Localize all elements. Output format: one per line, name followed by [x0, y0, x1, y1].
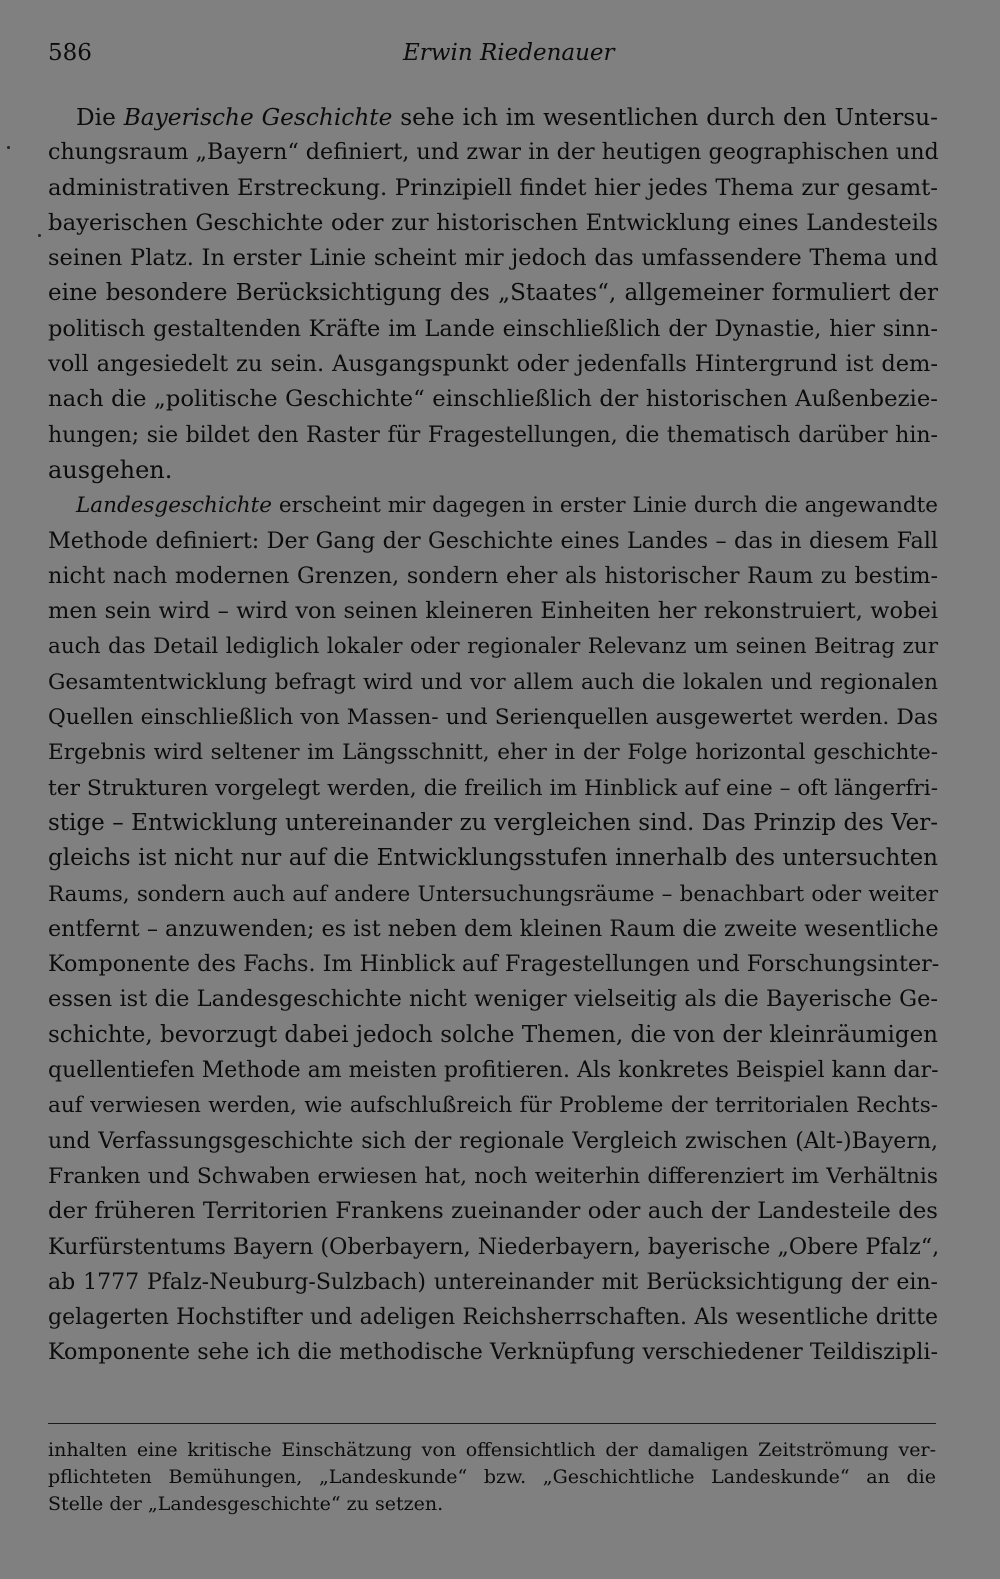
text-line: chungsraum „Bayern“ definiert, und zwar in der heutigen geographischen und: [48, 139, 939, 166]
footnote-divider: [48, 1423, 936, 1424]
text-line: quellentiefen Methode am meisten profitieren. Als konkretes Beispiel kann dar-: [48, 1058, 939, 1084]
text-line: administrativen Erstreckung. Prinzipiell findet hier jedes Thema zur gesamt-: [48, 174, 938, 201]
text-line: seinen Platz. In erster Linie scheint mir jedoch das umfassendere Thema und: [48, 245, 938, 272]
text-line: hungen; sie bildet den Raster für Fragestellungen, die thematisch darüber hin-: [48, 422, 938, 448]
text-line: Landesgeschichte erscheint mir dagegen in erster Linie durch die angewandte: [76, 493, 938, 519]
text-line: eine besondere Berücksichtigung des „Staates“, allgemeiner formuliert der: [48, 280, 938, 307]
running-title: Erwin Riedenauer: [403, 40, 615, 66]
text-line: gelagerten Hochstifter und adeligen Reichsherrschaften. Als wesentliche dritte: [48, 1305, 938, 1331]
scan-speck: [7, 146, 10, 149]
emphasis: Bayerische Geschichte: [123, 104, 393, 131]
text-line: voll angesiedelt zu sein. Ausgangspunkt oder jedenfalls Hintergrund ist dem-: [48, 351, 938, 378]
text-line: Komponente des Fachs. Im Hinblick auf Fragestellungen und Forschungsinter-: [48, 951, 940, 978]
text-line: auch das Detail lediglich lokaler oder regionaler Relevanz um seinen Beitrag zur: [48, 634, 938, 660]
footnote-line: Stelle der „Landesgeschichte“ zu setzen.: [48, 1493, 444, 1515]
text-line: und Verfassungsgeschichte sich der regionale Vergleich zwischen (Alt-)Bayern,: [48, 1128, 938, 1154]
text-line: nicht nach modernen Grenzen, sondern eher als historischer Raum zu bestim-: [48, 562, 938, 589]
text-line: Franken und Schwaben erwiesen hat, noch weiterhin differenziert im Verhältnis: [48, 1163, 938, 1189]
body-text: [48, 100, 938, 1371]
paragraph: [48, 488, 938, 1370]
scan-speck: [38, 234, 41, 237]
paragraph: [48, 100, 938, 488]
text-line: men sein wird – wird von seinen kleineren Einheiten her rekonstruiert, wobei: [48, 598, 938, 625]
text-line: Quellen einschließlich von Massen- und Serienquellen ausgewertet werden. Das: [48, 705, 938, 731]
text-line: Methode definiert: Der Gang der Geschichte eines Landes – das in diesem Fall: [48, 527, 938, 554]
text-line: Kurfürstentums Bayern (Oberbayern, Niederbayern, bayerische „Obere Pfalz“,: [48, 1233, 940, 1260]
text-line: ausgehen.: [48, 455, 173, 484]
page-header: [48, 40, 938, 76]
text-line: gleichs ist nicht nur auf die Entwicklungsstufen innerhalb des untersuchten: [48, 845, 938, 872]
text-line: ab 1777 Pfalz-Neuburg-Sulzbach) untereinander mit Berücksichtigung der ein-: [48, 1269, 938, 1295]
footnote-line: pflichteten Bemühungen, „Landeskunde“ bzw. „Geschichtliche Landeskunde“ an die: [48, 1466, 936, 1488]
text-line: schichte, bevorzugt dabei jedoch solche Themen, die von der kleinräumigen: [48, 1021, 938, 1048]
text-line: ter Strukturen vorgelegt werden, die freilich im Hinblick auf eine – oft längerfri-: [48, 775, 939, 801]
text-line: bayerischen Geschichte oder zur historischen Entwicklung eines Landesteils: [48, 209, 938, 236]
text-line: Die Bayerische Geschichte sehe ich im wesentlichen durch den Untersu-: [76, 104, 938, 131]
emphasis: Landesgeschichte: [76, 493, 272, 519]
text-line: Raums, sondern auch auf andere Untersuchungsräume – benachbart oder weiter: [48, 881, 938, 907]
page-number: 586: [48, 40, 92, 66]
text-line: Ergebnis wird seltener im Längsschnitt, eher in der Folge horizontal geschichte-: [48, 740, 938, 766]
text-line: Gesamtentwicklung befragt wird und vor allem auch die lokalen und regionalen: [48, 669, 938, 695]
text-line: Komponente sehe ich die methodische Verknüpfung verschiedener Teildiszipli-: [48, 1339, 938, 1366]
footnote: [48, 1437, 936, 1518]
text-line: politisch gestaltenden Kräfte im Lande einschließlich der Dynastie, hier sinn-: [48, 315, 938, 342]
text-line: auf verwiesen werden, wie aufschlußreich für Probleme der territorialen Rechts-: [48, 1093, 938, 1119]
text-line: essen ist die Landesgeschichte nicht weniger vielseitig als die Bayerische Ge-: [48, 986, 938, 1013]
text-line: entfernt – anzuwenden; es ist neben dem kleinen Raum die zweite wesentliche: [48, 915, 939, 942]
text-line: stige – Entwicklung untereinander zu vergleichen sind. Das Prinzip des Ver-: [48, 809, 938, 836]
text-line: der früheren Territorien Frankens zueinander oder auch der Landesteile des: [48, 1198, 938, 1225]
footnote-line: inhalten eine kritische Einschätzung von offensichtlich der damaligen Zeitströmung ver-: [48, 1439, 936, 1461]
text-line: nach die „politische Geschichte“ einschließlich der historischen Außenbezie-: [48, 386, 938, 413]
